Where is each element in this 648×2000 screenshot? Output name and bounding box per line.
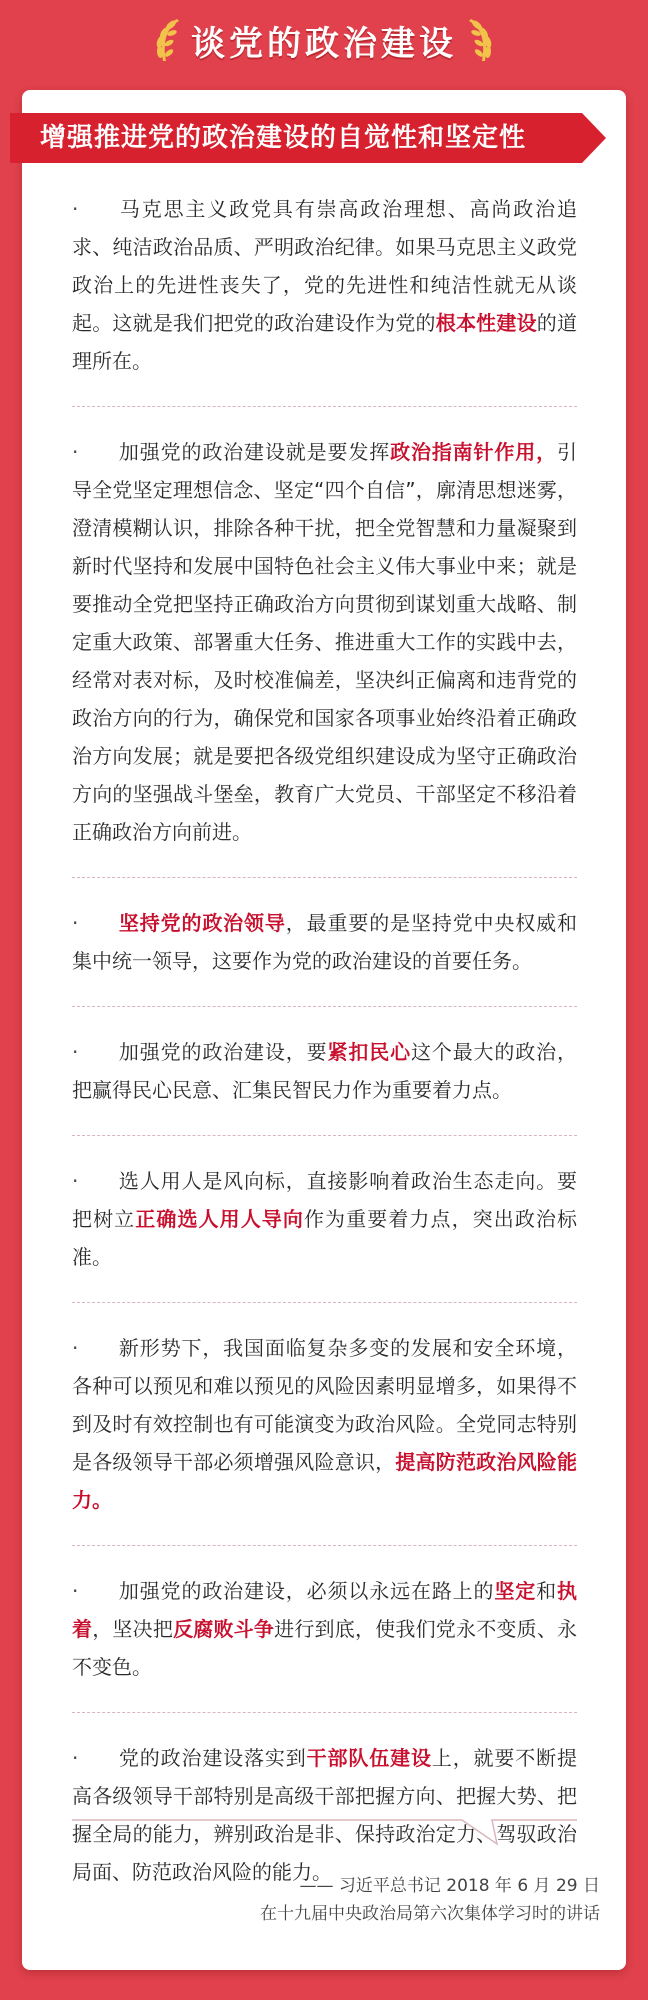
bullet-icon: ·: [72, 197, 79, 221]
highlight-text: 根本性建设: [435, 311, 537, 335]
paragraph-text: 进行到底，使我们党永不变质、永不变色。: [72, 1617, 578, 1679]
paragraph-text: 加强党的政治建设就是要发挥: [118, 440, 391, 464]
highlight-text: 干部队伍建设: [306, 1746, 432, 1770]
bullet-icon: ·: [72, 911, 79, 935]
bullet-icon: ·: [72, 1040, 79, 1064]
paragraph-text: 上，就要不断提高各级领导干部特别是高级干部把握方向、把握大势、把握全局的能力，辨别政治是非、保持政治定力、驾驭政治局面、防范政治风险的能力。: [72, 1746, 578, 1884]
paragraph: [72, 1033, 577, 1135]
bullet-icon: ·: [72, 1169, 79, 1193]
laurel-right-icon: [463, 15, 497, 65]
highlight-text: 执着: [72, 1579, 578, 1641]
highlight-text: 提高防范政治风险能力。: [72, 1450, 578, 1512]
paragraph: [72, 433, 577, 877]
paragraph-text: 新形势下，我国面临复杂多变的发展和安全环境，各种可以预见和难以预见的风险因素明显增多，如果得不到及时有效控制也有可能演变为政治风险。全党同志特别是各级领导干部必须增强风险意识，: [72, 1336, 577, 1474]
paragraph-divider: [72, 406, 577, 407]
highlight-text: 正确选人用人导向: [135, 1207, 304, 1231]
paragraph-text: 党的政治建设落实到: [118, 1746, 307, 1770]
paragraph-text: 加强党的政治建设，必须以永远在路上的: [118, 1579, 495, 1603]
paragraph-text: 这个最大的政治，把赢得民心民意、汇集民智民力作为重要着力点。: [72, 1040, 578, 1102]
paragraph-text: 马克思主义政党具有崇高政治理想、高尚政治追求、纯洁政治品质、严明政治纪律。如果马克思主义政党政治上的先进性丧失了，党的先进性和纯洁性就无从谈起。这就是我们把党的政治建设作为党的: [72, 197, 577, 335]
paragraph-divider: [72, 1006, 577, 1007]
signature: [260, 1872, 600, 1928]
paragraph-text: ，最重要的是坚持党中央权威和集中统一领导，这要作为党的政治建设的首要任务。: [72, 911, 578, 973]
page-title: 谈党的政治建设: [191, 23, 457, 64]
bullet-icon: ·: [72, 1336, 79, 1360]
highlight-text: 坚持党的政治领导: [118, 911, 286, 935]
paragraph-divider: [72, 1712, 577, 1713]
signature-source: 在十九届中央政治局第六次集体学习时的讲话: [260, 1904, 600, 1924]
paragraph-text: 加强党的政治建设，要: [118, 1040, 328, 1064]
highlight-text: 政治指南针作用，: [390, 440, 558, 464]
paragraph: [72, 1162, 577, 1302]
paragraph-divider: [72, 1545, 577, 1546]
bullet-icon: ·: [72, 440, 79, 464]
paragraph: [72, 190, 577, 406]
paragraph-text: 的道理所在。: [72, 311, 578, 373]
signature-author: —— 习近平总书记 2018 年 6 月 29 日: [299, 1876, 600, 1896]
paragraph-text: 选人用人是风向标，直接影响着政治生态走向。要把树立: [72, 1169, 577, 1231]
section-title: 增强推进党的政治建设的自觉性和坚定性: [40, 123, 527, 153]
paragraph-text: 和: [536, 1579, 558, 1603]
highlight-text: 坚定: [494, 1579, 537, 1603]
bullet-icon: ·: [72, 1746, 79, 1770]
speech-bubble-line: [72, 1818, 577, 1846]
paragraph-divider: [72, 1135, 577, 1136]
paragraph-text: 引导全党坚定理想信念、坚定“四个自信”，廓清思想迷雾，澄清模糊认识，排除各种干扰，把全党智慧和力量凝聚到新时代坚持和发展中国特色社会主义伟大事业中来；就是要推动全党把坚持正确政治方向贯彻到谋划重大战略、制定重大政策、部署重大任务、推进重大工作的实践中去，经常对表对标，及时校准偏差，坚决纠正偏离和违背党的政治方向的行为，确保党和国家各项事业始终沿着正确政治方向发展；就是要把各级党组织建设成为坚守正确政治方向的坚强战斗堡垒，教育广大党员、干部坚定不移沿着正确政治方向前进。: [72, 440, 578, 844]
paragraph-divider: [72, 1302, 577, 1303]
bullet-icon: ·: [72, 1579, 79, 1603]
laurel-left-icon: [151, 15, 185, 65]
paragraph-text: ，坚决把: [92, 1617, 174, 1641]
highlight-text: 紧扣民心: [327, 1040, 411, 1064]
article-body: [72, 190, 577, 1917]
section-ribbon: [10, 113, 606, 163]
paragraph: [72, 1572, 577, 1712]
paragraph: [72, 1329, 577, 1545]
title-banner: [0, 0, 648, 80]
paragraph-text: 作为重要着力点，突出政治标准。: [72, 1207, 578, 1269]
paragraph-divider: [72, 877, 577, 878]
paragraph: [72, 904, 577, 1006]
highlight-text: 反腐败斗争: [173, 1617, 275, 1641]
